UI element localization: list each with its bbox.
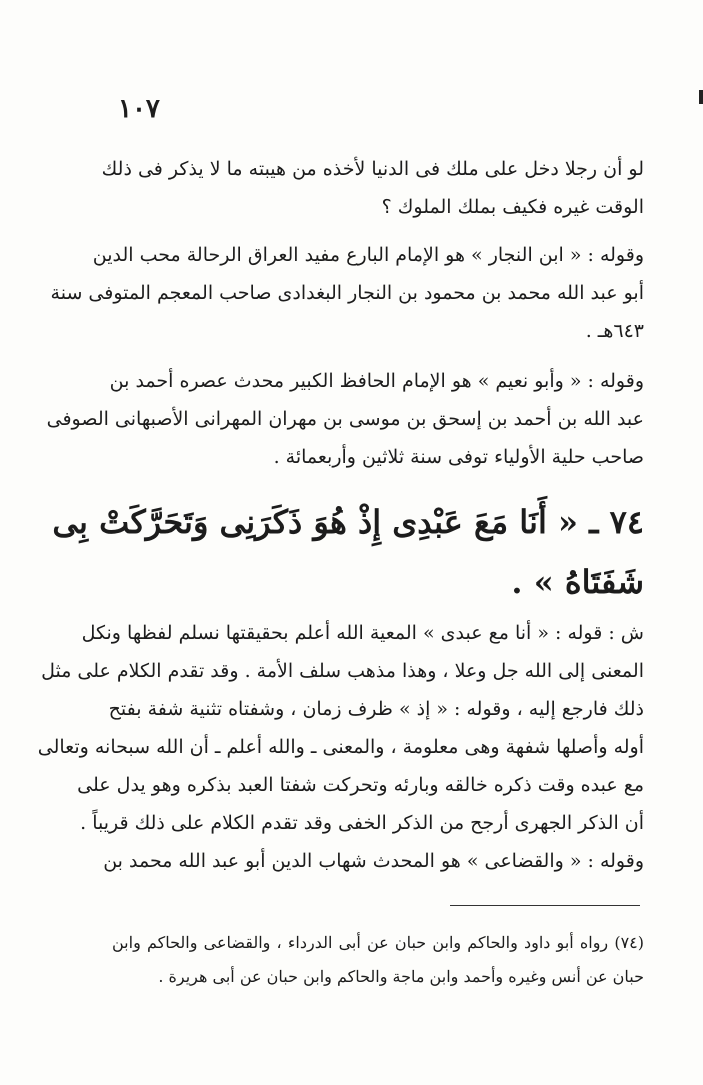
- footnote-line: (٧٤) رواه أبو داود والحاكم وابن حبان عن أبى الدرداء ، والقضاعى والحاكم وابن: [112, 933, 644, 952]
- text-line: أبو عبد الله محمد بن محمود بن النجار البغدادى صاحب المعجم المتوفى سنة: [50, 282, 644, 304]
- hadith-line: ٧٤ ـ « أَنَا مَعَ عَبْدِى إِذْ هُوَ ذَكَرَنِى وَتَحَرَّكَتْ بِى: [52, 503, 644, 541]
- page-number: ١٠٧: [118, 94, 160, 124]
- text-line: وقوله : « ابن النجار » هو الإمام البارع مفيد العراق الرحالة محب الدين: [92, 244, 644, 266]
- text-line: الوقت غيره فكيف بملك الملوك ؟: [381, 196, 644, 218]
- page-edge-mark: [699, 90, 703, 104]
- text-line: المعنى إلى الله جل وعلا ، وهذا مذهب سلف الأمة . وقد تقدم الكلام على مثل: [41, 660, 644, 682]
- text-line: أوله وأصلها شفهة وهى معلومة ، والمعنى ـ والله أعلم ـ أن الله سبحانه وتعالى: [37, 736, 644, 758]
- footnote: [112, 926, 644, 994]
- paragraph-abu-nuaym: [46, 362, 644, 476]
- text-line: ش : قوله : « أنا مع عبدى » المعية الله أعلم بحقيقتها نسلم لفظها ونكل: [81, 622, 644, 644]
- text-line: وقوله : « وأبو نعيم » هو الإمام الحافظ الكبير محدث عصره أحمد بن: [109, 370, 644, 392]
- paragraph-ibn-najjar: [50, 236, 644, 350]
- text-line: وقوله : « والقضاعى » هو المحدث شهاب الدين أبو عبد الله محمد بن: [103, 850, 644, 872]
- footnote-divider: [450, 905, 640, 906]
- text-line: عبد الله بن أحمد بن إسحق بن موسى بن مهران المهرانى الأصبهانى الصوفى: [46, 408, 644, 430]
- hadith-heading: [52, 492, 644, 612]
- text-line: لو أن رجلا دخل على ملك فى الدنيا لأخذه من هيبته ما لا يذكر فى ذلك: [101, 158, 644, 180]
- text-line: ذلك فارجع إليه ، وقوله : « إذ » ظرف زمان ، وشفتاه تثنية شفة بفتح: [108, 698, 644, 720]
- paragraph-commentary: [37, 614, 644, 842]
- text-line: صاحب حلية الأولياء توفى سنة ثلاثين وأربعمائة .: [273, 446, 644, 468]
- footnote-line: حبان عن أنس وغيره وأحمد وابن ماجة والحاكم وابن حبان عن أبى هريرة .: [158, 967, 644, 986]
- text-line: ٦٤٣هـ .: [585, 320, 644, 342]
- text-line: مع عبده وقت ذكره خالقه وبارئه وتحركت شفتا العبد بذكره وهو يدل على: [77, 774, 644, 796]
- paragraph-qudai: [103, 842, 644, 880]
- text-line: أن الذكر الجهرى أرجح من الذكر الخفى وقد تقدم الكلام على ذلك قريباً .: [80, 812, 644, 834]
- paragraph-intro: [101, 150, 644, 226]
- hadith-line: شَفَتَاهُ » .: [511, 563, 644, 601]
